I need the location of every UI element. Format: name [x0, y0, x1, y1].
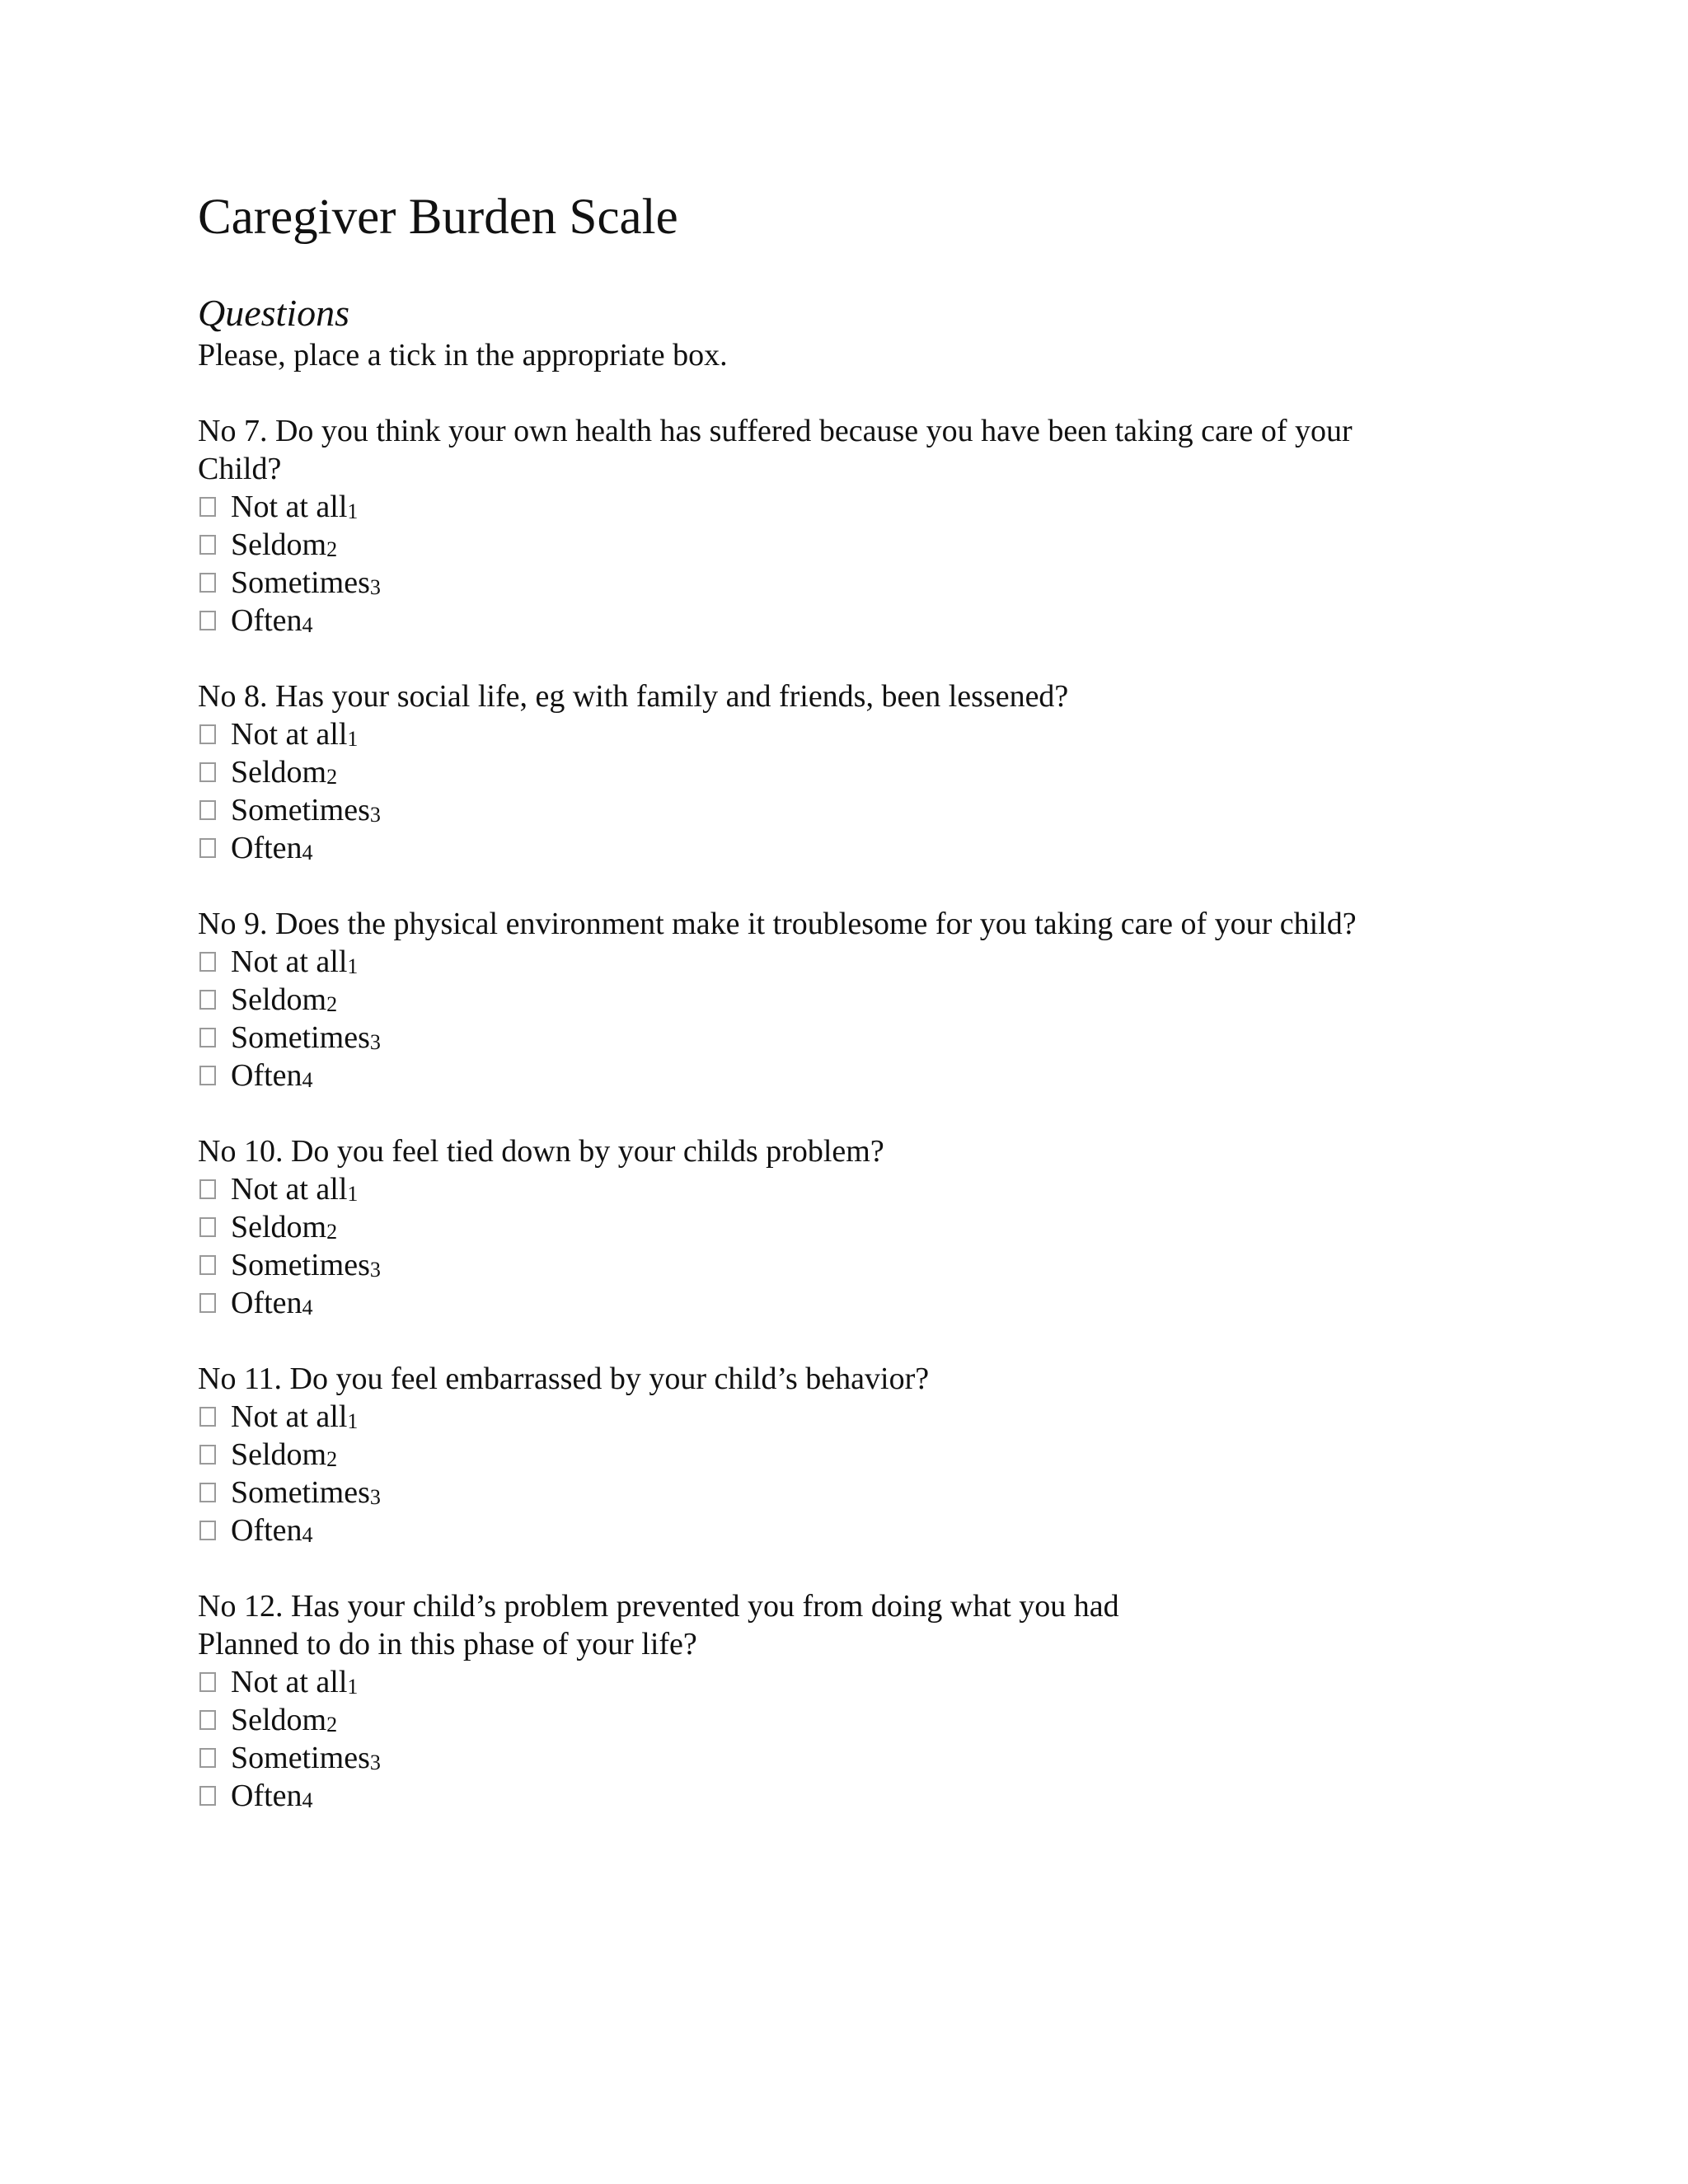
answer-options — [198, 1398, 1484, 1549]
option-not-at-all[interactable] — [198, 1170, 1484, 1208]
option-score: 1 — [347, 499, 359, 523]
option-sometimes[interactable] — [198, 791, 1484, 829]
option-sometimes[interactable] — [198, 564, 1484, 602]
option-label: Seldom — [231, 527, 327, 562]
option-seldom[interactable] — [198, 753, 1484, 791]
question-text: No 11. Do you feel embarrassed by your child’s behavior? — [198, 1361, 930, 1396]
option-score: 2 — [326, 1446, 338, 1471]
question-10 — [198, 1132, 1484, 1322]
question-text: No 8. Has your social life, eg with family and friends, been lessened? — [198, 678, 1069, 714]
option-label: Sometimes — [231, 565, 370, 600]
option-score: 2 — [326, 1712, 338, 1736]
option-label: Not at all — [231, 1664, 348, 1699]
checkbox-icon[interactable] — [199, 497, 216, 517]
checkbox-icon[interactable] — [199, 838, 216, 858]
option-label: Often — [231, 1778, 302, 1813]
checkbox-icon[interactable] — [199, 1786, 216, 1806]
option-score: 2 — [326, 537, 338, 561]
checkbox-icon[interactable] — [199, 611, 216, 630]
option-score: 2 — [326, 1219, 338, 1244]
question-8 — [198, 677, 1484, 867]
option-often[interactable] — [198, 1284, 1484, 1322]
option-sometimes[interactable] — [198, 1246, 1484, 1284]
option-not-at-all[interactable] — [198, 943, 1484, 981]
checkbox-icon[interactable] — [199, 1407, 216, 1427]
option-score: 3 — [369, 802, 381, 827]
answer-options — [198, 1663, 1484, 1815]
checkbox-icon[interactable] — [199, 1179, 216, 1199]
option-label: Seldom — [231, 1436, 327, 1472]
option-score: 3 — [369, 1029, 381, 1054]
question-9 — [198, 905, 1484, 1094]
option-not-at-all[interactable] — [198, 1663, 1484, 1701]
checkbox-icon[interactable] — [199, 724, 216, 744]
checkbox-icon[interactable] — [199, 762, 216, 782]
option-seldom[interactable] — [198, 1208, 1484, 1246]
checkbox-icon[interactable] — [199, 800, 216, 820]
question-7 — [198, 412, 1484, 640]
checkbox-icon[interactable] — [199, 1028, 216, 1047]
option-label: Seldom — [231, 754, 327, 790]
answer-options — [198, 488, 1484, 640]
option-score: 4 — [302, 1522, 313, 1547]
question-text: No 9. Does the physical environment make it troublesome for you taking care of your child? — [198, 906, 1357, 941]
question-text — [198, 412, 1418, 488]
question-text: No 12. Has your child’s problem prevented you from doing what you had Planned to do in this phase of your life? — [198, 1588, 1119, 1661]
option-sometimes[interactable] — [198, 1739, 1484, 1777]
option-score: 1 — [347, 1408, 359, 1433]
question-7-line: No 7. Do you think your own health has suffered because you have been taking care of your Child? — [198, 413, 1353, 486]
option-label: Sometimes — [231, 1474, 370, 1510]
option-score: 1 — [347, 726, 359, 751]
option-label: Sometimes — [231, 1247, 370, 1282]
option-score: 4 — [302, 612, 313, 637]
option-seldom[interactable] — [198, 1701, 1484, 1739]
option-score: 4 — [302, 1067, 313, 1092]
option-label: Not at all — [231, 944, 348, 979]
checkbox-icon[interactable] — [199, 1217, 216, 1237]
question-11 — [198, 1360, 1484, 1549]
document-page — [198, 190, 1484, 1853]
option-seldom[interactable] — [198, 526, 1484, 564]
checkbox-icon[interactable] — [199, 1483, 216, 1502]
section-heading: Questions — [198, 292, 349, 335]
option-label: Sometimes — [231, 1019, 370, 1055]
option-score: 4 — [302, 1295, 313, 1319]
option-often[interactable] — [198, 602, 1484, 640]
option-score: 3 — [369, 1484, 381, 1509]
option-label: Not at all — [231, 489, 348, 524]
answer-options — [198, 715, 1484, 867]
option-score: 2 — [326, 764, 338, 789]
option-often[interactable] — [198, 829, 1484, 867]
option-often[interactable] — [198, 1057, 1484, 1094]
option-label: Not at all — [231, 1399, 348, 1434]
checkbox-icon[interactable] — [199, 1255, 216, 1275]
option-label: Sometimes — [231, 1740, 370, 1775]
option-often[interactable] — [198, 1777, 1484, 1815]
checkbox-icon[interactable] — [199, 952, 216, 972]
checkbox-icon[interactable] — [199, 1521, 216, 1540]
document-title: Caregiver Burden Scale — [198, 190, 678, 245]
option-score: 3 — [369, 1750, 381, 1774]
option-label: Seldom — [231, 1702, 327, 1737]
instruction-text: Please, place a tick in the appropriate box. — [198, 337, 728, 373]
option-score: 1 — [347, 1674, 359, 1699]
option-label: Not at all — [231, 716, 348, 752]
checkbox-icon[interactable] — [199, 535, 216, 555]
checkbox-icon[interactable] — [199, 1066, 216, 1085]
option-score: 2 — [326, 991, 338, 1016]
checkbox-icon[interactable] — [199, 573, 216, 593]
option-score: 1 — [347, 1181, 359, 1206]
option-score: 4 — [302, 1788, 313, 1812]
answer-options — [198, 943, 1484, 1094]
option-label: Seldom — [231, 982, 327, 1017]
answer-options — [198, 1170, 1484, 1322]
option-score: 3 — [369, 1257, 381, 1282]
question-text: No 10. Do you feel tied down by your childs problem? — [198, 1133, 884, 1169]
option-label: Seldom — [231, 1209, 327, 1244]
option-label: Often — [231, 1512, 302, 1548]
checkbox-icon[interactable] — [199, 1710, 216, 1730]
option-not-at-all[interactable] — [198, 488, 1484, 526]
option-often[interactable] — [198, 1511, 1484, 1549]
option-label: Often — [231, 602, 302, 638]
option-seldom[interactable] — [198, 1436, 1484, 1474]
question-12 — [198, 1587, 1484, 1815]
option-label: Often — [231, 830, 302, 865]
option-sometimes[interactable] — [198, 1019, 1484, 1057]
option-label: Sometimes — [231, 792, 370, 827]
option-score: 3 — [369, 574, 381, 599]
checkbox-icon[interactable] — [199, 1293, 216, 1313]
option-not-at-all[interactable] — [198, 1398, 1484, 1436]
checkbox-icon[interactable] — [199, 1672, 216, 1692]
checkbox-icon[interactable] — [199, 990, 216, 1010]
option-sometimes[interactable] — [198, 1474, 1484, 1511]
option-not-at-all[interactable] — [198, 715, 1484, 753]
option-label: Often — [231, 1285, 302, 1320]
question-list — [198, 412, 1484, 1815]
option-score: 1 — [347, 954, 359, 978]
checkbox-icon[interactable] — [199, 1748, 216, 1768]
checkbox-icon[interactable] — [199, 1445, 216, 1465]
option-score: 4 — [302, 840, 313, 865]
option-label: Not at all — [231, 1171, 348, 1207]
option-seldom[interactable] — [198, 981, 1484, 1019]
option-label: Often — [231, 1057, 302, 1093]
